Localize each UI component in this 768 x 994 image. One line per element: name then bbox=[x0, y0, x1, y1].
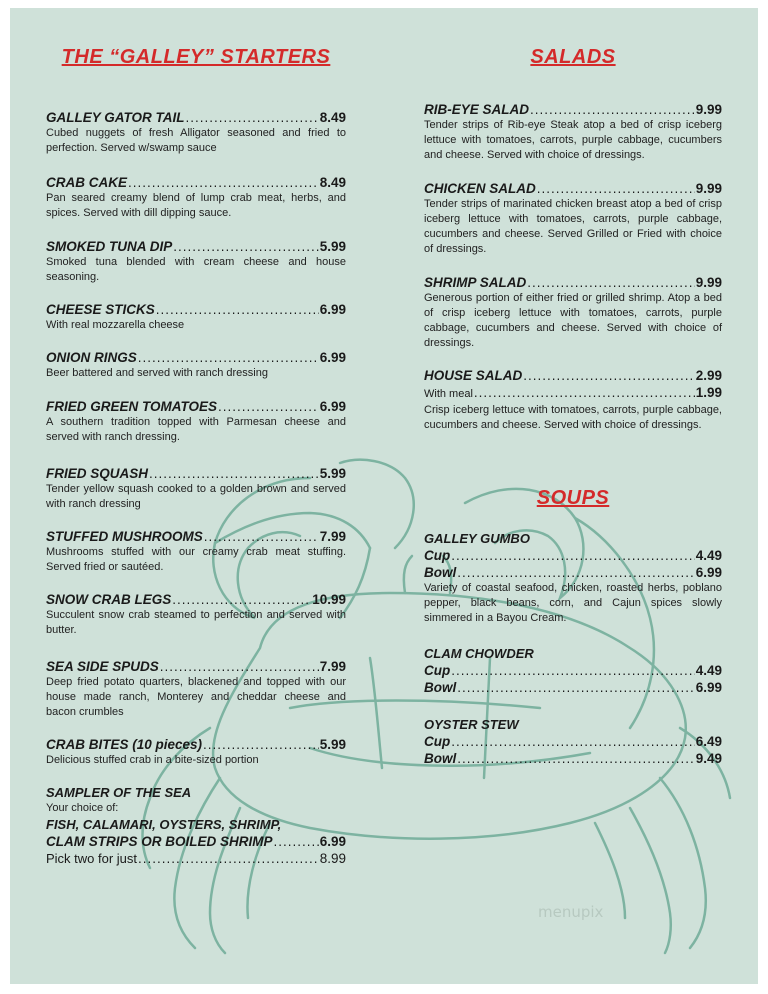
item-price: 5.99 bbox=[319, 737, 346, 752]
item-description: Mushrooms stuffed with our creamy crab meat stuffing. Served fried or sautéed. bbox=[46, 546, 346, 573]
menu-item bbox=[424, 367, 722, 433]
cup-label: Cup bbox=[424, 734, 451, 749]
item-price: 5.99 bbox=[319, 239, 346, 254]
item-price: 5.99 bbox=[319, 466, 346, 481]
soup-name: GALLEY GUMBO bbox=[424, 531, 530, 546]
menu-item bbox=[46, 736, 346, 768]
item-name: GALLEY GATOR TAIL bbox=[46, 110, 185, 125]
bowl-price: 6.99 bbox=[695, 565, 722, 580]
menu-item bbox=[424, 101, 722, 163]
item-name: ONION RINGS bbox=[46, 350, 137, 365]
item-price: 7.99 bbox=[319, 659, 346, 674]
sampler-price: 6.99 bbox=[319, 834, 346, 849]
menu-page bbox=[10, 8, 758, 984]
item-description: Delicious stuffed crab in a bite-sized portion bbox=[46, 754, 259, 766]
item-description: Succulent snow crab steamed to perfection and served with butter. bbox=[46, 609, 346, 636]
with-meal-label: With meal bbox=[424, 388, 473, 400]
soup-name: CLAM CHOWDER bbox=[424, 646, 534, 661]
pick-two-label: Pick two for just bbox=[46, 851, 138, 866]
sampler-choice: Your choice of: bbox=[46, 802, 119, 814]
item-price: 7.99 bbox=[319, 529, 346, 544]
sampler-options-line2: CLAM STRIPS OR BOILED SHRIMP bbox=[46, 834, 273, 849]
item-price: 9.99 bbox=[695, 181, 722, 196]
item-description: A southern tradition topped with Parmesan cheese and served with ranch dressing. bbox=[46, 416, 346, 443]
bowl-price: 9.49 bbox=[695, 751, 722, 766]
cup-price: 6.49 bbox=[695, 734, 722, 749]
item-description: Pan seared creamy blend of lump crab meat, herbs, and spices. Served with dill dipping sauce. bbox=[46, 192, 346, 219]
soups-title: SOUPS bbox=[536, 487, 610, 509]
watermark: menupix bbox=[538, 903, 604, 921]
item-price: 8.49 bbox=[319, 175, 346, 190]
item-description: Tender yellow squash cooked to a golden brown and served with ranch dressing bbox=[46, 483, 346, 510]
bowl-label: Bowl bbox=[424, 680, 457, 695]
with-meal-price: 1.99 bbox=[695, 385, 722, 400]
pick-two-price: 8.99 bbox=[319, 851, 346, 866]
item-name: SMOKED TUNA DIP bbox=[46, 239, 173, 254]
item-description: Tender strips of Rib-eye Steak atop a bed of crisp iceberg lettuce with tomatoes, carrots, purple cabbage, cucumbers and cheese. Served with choice of dressings. bbox=[424, 119, 722, 161]
menu-item bbox=[46, 528, 346, 575]
sampler-item bbox=[46, 784, 346, 867]
item-name: CHEESE STICKS bbox=[46, 302, 155, 317]
bowl-label: Bowl bbox=[424, 751, 457, 766]
soup-item bbox=[424, 716, 722, 767]
soup-item bbox=[424, 530, 722, 626]
menu-item bbox=[46, 398, 346, 445]
item-description: Generous portion of either fried or grilled shrimp. Atop a bed of crisp iceberg lettuce with tomatoes, carrots, purple cabbage, cucumbers and cheese. Served with choice of dressings. bbox=[424, 292, 722, 349]
cup-label: Cup bbox=[424, 663, 451, 678]
bowl-price: 6.99 bbox=[695, 680, 722, 695]
item-description: Beer battered and served with ranch dressing bbox=[46, 367, 268, 379]
salads-title: SALADS bbox=[530, 46, 616, 68]
item-price: 6.99 bbox=[319, 399, 346, 414]
menu-item bbox=[424, 180, 722, 257]
item-description: Crisp iceberg lettuce with tomatoes, carrots, purple cabbage, cucumbers and cheese. Served with choice of dressings. bbox=[424, 404, 722, 431]
menu-item bbox=[46, 591, 346, 638]
menu-item bbox=[46, 109, 346, 156]
soup-description: Variety of coastal seafood, chicken, roasted herbs, poblano pepper, black beans, corn, and Cajun spices slowly simmered in a Bayou Cream. bbox=[424, 582, 722, 624]
menu-item bbox=[424, 274, 722, 351]
cup-price: 4.49 bbox=[695, 548, 722, 563]
item-name: STUFFED MUSHROOMS bbox=[46, 529, 203, 544]
item-description: Smoked tuna blended with cream cheese and house seasoning. bbox=[46, 256, 346, 283]
menu-item bbox=[46, 238, 346, 285]
item-description: Deep fried potato quarters, blackened and topped with our house made ranch, Monterey and cheddar cheese and bacon crumbles bbox=[46, 676, 346, 718]
item-name: FRIED SQUASH bbox=[46, 466, 149, 481]
item-description: Cubed nuggets of fresh Alligator seasoned and fried to perfection. Served w/swamp sauce bbox=[46, 127, 346, 154]
item-price: 10.99 bbox=[312, 592, 346, 607]
item-price: 8.49 bbox=[319, 110, 346, 125]
soup-name: OYSTER STEW bbox=[424, 717, 519, 732]
cup-price: 4.49 bbox=[695, 663, 722, 678]
item-name: CRAB CAKE bbox=[46, 175, 127, 190]
soup-item bbox=[424, 645, 722, 696]
item-name: SEA SIDE SPUDS bbox=[46, 659, 159, 674]
menu-item bbox=[46, 465, 346, 512]
item-name: CHICKEN SALAD bbox=[424, 181, 536, 196]
menu-item bbox=[46, 174, 346, 221]
item-description: Tender strips of marinated chicken breast atop a bed of crisp iceberg lettuce with tomatoes, carrots, purple cabbage, cucumbers and cheese. Served Grilled or Fried with choice of dressings. bbox=[424, 198, 722, 255]
item-name: SNOW CRAB LEGS bbox=[46, 592, 172, 607]
item-price: 6.99 bbox=[319, 302, 346, 317]
item-price: 6.99 bbox=[319, 350, 346, 365]
starters-title: THE “GALLEY” STARTERS bbox=[61, 46, 331, 68]
menu-item bbox=[46, 349, 346, 381]
cup-label: Cup bbox=[424, 548, 451, 563]
item-price: 9.99 bbox=[695, 275, 722, 290]
bowl-label: Bowl bbox=[424, 565, 457, 580]
item-price: 9.99 bbox=[695, 102, 722, 117]
sampler-options-line1: FISH, CALAMARI, OYSTERS, SHRIMP, bbox=[46, 817, 282, 832]
sampler-title: SAMPLER OF THE SEA bbox=[46, 785, 192, 800]
item-description: With real mozzarella cheese bbox=[46, 319, 185, 331]
item-name: CRAB BITES (10 pieces) bbox=[46, 737, 203, 752]
item-name: RIB-EYE SALAD bbox=[424, 102, 530, 117]
item-name: SHRIMP SALAD bbox=[424, 275, 527, 290]
item-price: 2.99 bbox=[695, 368, 722, 383]
item-name: FRIED GREEN TOMATOES bbox=[46, 399, 218, 414]
menu-item bbox=[46, 301, 346, 333]
item-name: HOUSE SALAD bbox=[424, 368, 523, 383]
menu-item bbox=[46, 658, 346, 720]
